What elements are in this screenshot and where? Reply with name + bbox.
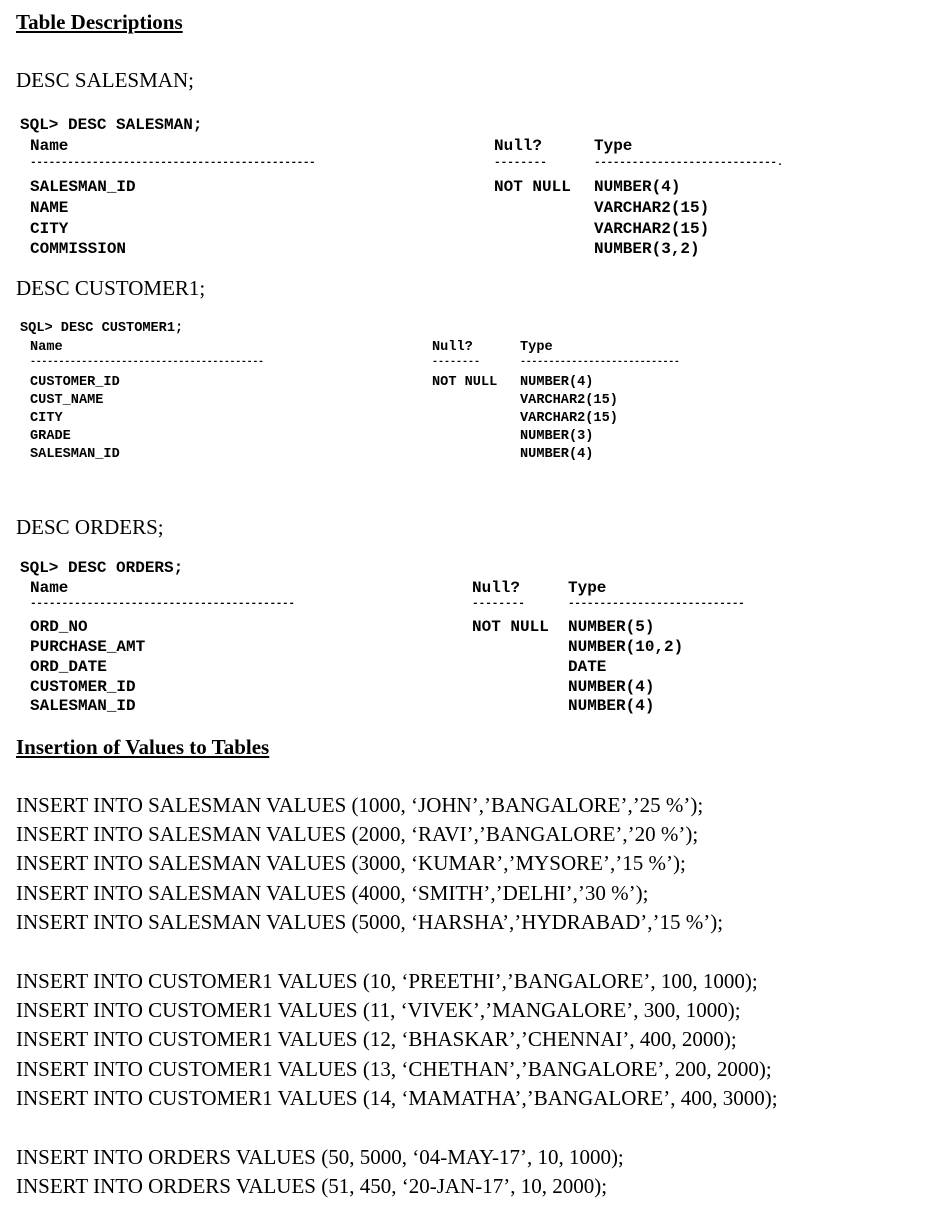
section-heading-insertion: Insertion of Values to Tables [16, 735, 270, 759]
insert-statement: INSERT INTO ORDERS VALUES (50, 5000, ‘04-MAY-17’, 10, 1000); [16, 1145, 624, 1169]
table-row-name: GRADE [30, 429, 71, 444]
table-row-type: VARCHAR2(15) [520, 393, 618, 408]
table-row-type: VARCHAR2(15) [520, 411, 618, 426]
table-row-type: NUMBER(3,2) [594, 240, 700, 258]
table-row-name: ORD_NO [30, 618, 88, 636]
table-row-name: SALESMAN_ID [30, 697, 136, 715]
insert-statement: INSERT INTO CUSTOMER1 VALUES (11, ‘VIVEK’,’MANGALORE’, 300, 1000); [16, 998, 741, 1022]
insert-statement: INSERT INTO CUSTOMER1 VALUES (13, ‘CHETHAN’,’BANGALORE’, 200, 2000); [16, 1057, 772, 1081]
separator-type: ---------------------------- [568, 598, 745, 610]
desc-command-salesman: DESC SALESMAN; [16, 68, 194, 92]
column-header-type: Type [594, 137, 633, 155]
table-row-name: COMMISSION [30, 240, 127, 258]
table-row-null: NOT NULL [472, 618, 549, 636]
table-row-type: NUMBER(4) [568, 678, 655, 696]
desc-command-orders: DESC ORDERS; [16, 515, 164, 539]
column-header-null: Null? [472, 579, 521, 597]
insert-statement: INSERT INTO SALESMAN VALUES (3000, ‘KUMAR’,’MYSORE’,’15 %’); [16, 851, 686, 875]
insert-statement: INSERT INTO SALESMAN VALUES (4000, ‘SMITH’,’DELHI’,’30 %’); [16, 881, 649, 905]
column-header-name: Name [30, 340, 63, 355]
separator-name: ------------------------------------------ [30, 598, 295, 610]
table-row-type: NUMBER(4) [594, 178, 681, 196]
table-row-type: NUMBER(4) [520, 375, 594, 390]
table-row-type: NUMBER(4) [568, 697, 655, 715]
table-row-type: VARCHAR2(15) [594, 199, 710, 217]
sql-prompt: SQL> DESC SALESMAN; [20, 116, 203, 134]
table-row-type: NUMBER(3) [520, 429, 594, 444]
column-header-null: Null? [494, 137, 543, 155]
table-row-null: NOT NULL [494, 178, 571, 196]
separator-type: ---------------------------- [520, 357, 680, 368]
table-row-name: SALESMAN_ID [30, 447, 120, 462]
separator-null: -------- [494, 157, 547, 169]
desc-command-customer1: DESC CUSTOMER1; [16, 276, 206, 300]
separator-name: ----------------------------------------- [30, 357, 264, 368]
table-row-name: CUSTOMER_ID [30, 375, 120, 390]
section-heading-table-descriptions: Table Descriptions [16, 10, 183, 34]
column-header-null: Null? [432, 340, 473, 355]
separator-null: -------- [432, 357, 481, 368]
insert-statement: INSERT INTO CUSTOMER1 VALUES (10, ‘PREETHI’,’BANGALORE’, 100, 1000); [16, 969, 758, 993]
column-header-type: Type [568, 579, 607, 597]
column-header-name: Name [30, 137, 69, 155]
insert-statement: INSERT INTO SALESMAN VALUES (1000, ‘JOHN’,’BANGALORE’,’25 %’); [16, 793, 704, 817]
table-row-name: CITY [30, 411, 63, 426]
insert-statement: INSERT INTO CUSTOMER1 VALUES (14, ‘MAMATHA’,’BANGALORE’, 400, 3000); [16, 1086, 778, 1110]
table-row-type: DATE [568, 658, 607, 676]
column-header-name: Name [30, 579, 69, 597]
table-row-name: NAME [30, 199, 69, 217]
table-row-type: NUMBER(10,2) [568, 638, 684, 656]
table-row-null: NOT NULL [432, 375, 498, 390]
table-row-name: CITY [30, 220, 69, 238]
separator-name: ---------------------------------------------- [30, 157, 316, 169]
table-row-name: CUSTOMER_ID [30, 678, 136, 696]
table-row-type: VARCHAR2(15) [594, 220, 710, 238]
sql-prompt: SQL> DESC CUSTOMER1; [20, 321, 184, 336]
insert-statement: INSERT INTO SALESMAN VALUES (2000, ‘RAVI’,’BANGALORE’,’20 %’); [16, 822, 699, 846]
table-row-name: PURCHASE_AMT [30, 638, 146, 656]
table-row-name: SALESMAN_ID [30, 178, 136, 196]
insert-statement: INSERT INTO CUSTOMER1 VALUES (12, ‘BHASKAR’,’CHENNAI’, 400, 2000); [16, 1027, 737, 1051]
insert-statement: INSERT INTO SALESMAN VALUES (5000, ‘HARSHA’,’HYDRABAD’,’15 %’); [16, 910, 724, 934]
sql-prompt: SQL> DESC ORDERS; [20, 559, 184, 577]
separator-type: -----------------------------. [594, 157, 784, 169]
table-row-name: ORD_DATE [30, 658, 107, 676]
column-header-type: Type [520, 340, 553, 355]
separator-null: -------- [472, 598, 525, 610]
table-row-name: CUST_NAME [30, 393, 104, 408]
insert-statement: INSERT INTO ORDERS VALUES (51, 450, ‘20-JAN-17’, 10, 2000); [16, 1174, 608, 1198]
table-row-type: NUMBER(5) [568, 618, 655, 636]
table-row-type: NUMBER(4) [520, 447, 594, 462]
